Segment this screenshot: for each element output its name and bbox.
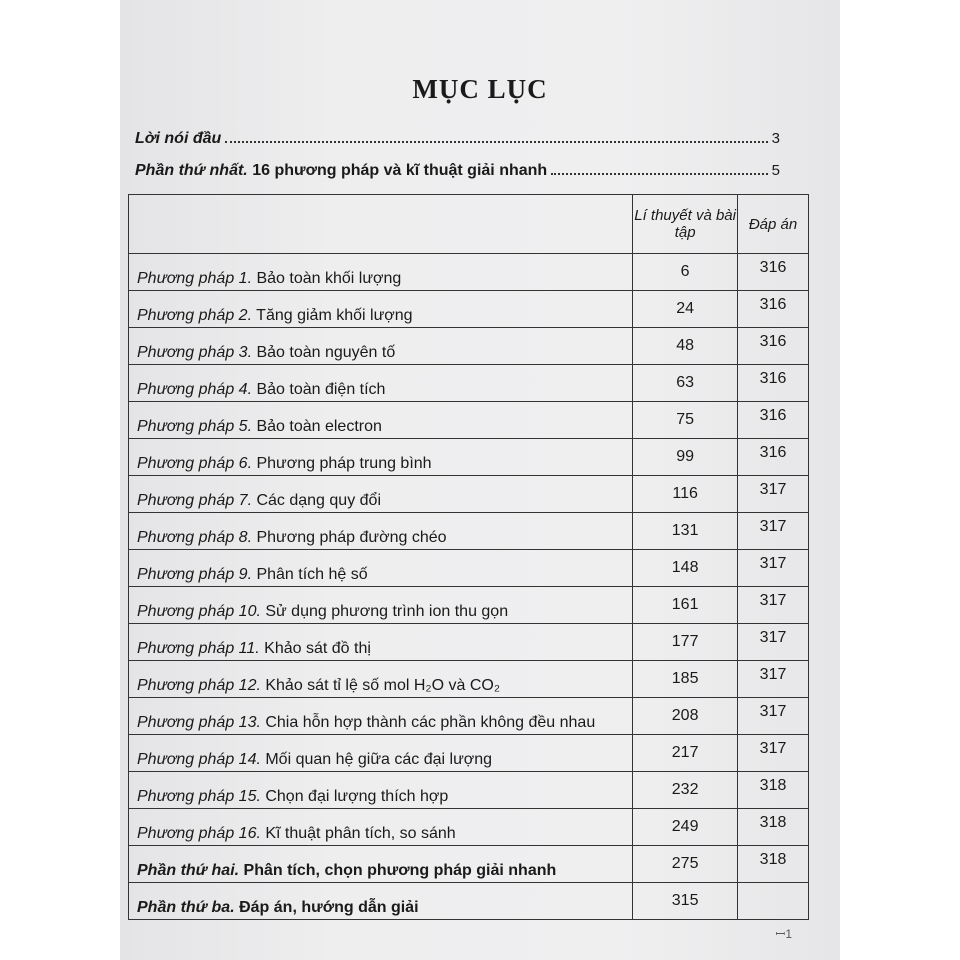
toc-table bbox=[128, 194, 809, 920]
page-corner-mark: ꟷ1 bbox=[775, 927, 792, 941]
row-name: Chọn đại lượng thích hợp bbox=[260, 788, 449, 805]
row-name: Đáp án, hướng dẫn giải bbox=[234, 899, 419, 916]
row-prefix: Phương pháp 8. bbox=[137, 529, 253, 546]
row-name: Phân tích, chọn phương pháp giải nhanh bbox=[239, 862, 557, 879]
row-prefix: Phương pháp 4. bbox=[137, 381, 253, 398]
table-row[interactable] bbox=[129, 439, 809, 476]
row-theory-page: 232 bbox=[633, 772, 738, 809]
row-title bbox=[129, 328, 633, 365]
table-row[interactable] bbox=[129, 254, 809, 291]
header-theory: Lí thuyết và bài tập bbox=[633, 195, 738, 254]
row-prefix: Phương pháp 1. bbox=[137, 270, 253, 287]
row-title bbox=[129, 550, 633, 587]
row-title bbox=[129, 883, 633, 920]
row-theory-page: 48 bbox=[633, 328, 738, 365]
row-prefix: Phương pháp 12. bbox=[137, 677, 261, 694]
row-name: Sử dụng phương trình ion thu gọn bbox=[260, 603, 509, 620]
toc-line-page: 3 bbox=[771, 130, 780, 147]
row-name: Tăng giảm khối lượng bbox=[252, 307, 413, 324]
row-prefix: Phương pháp 15. bbox=[137, 788, 261, 805]
table-header-row bbox=[129, 195, 809, 254]
row-answer-page: 316 bbox=[738, 291, 809, 328]
toc-body bbox=[129, 254, 809, 920]
row-title bbox=[129, 439, 633, 476]
row-theory-page: 217 bbox=[633, 735, 738, 772]
row-answer-page: 318 bbox=[738, 846, 809, 883]
table-row[interactable] bbox=[129, 698, 809, 735]
row-prefix: Phương pháp 16. bbox=[137, 825, 261, 842]
row-title bbox=[129, 846, 633, 883]
table-row[interactable] bbox=[129, 809, 809, 846]
row-answer-page: 317 bbox=[738, 513, 809, 550]
row-answer-page: 317 bbox=[738, 476, 809, 513]
row-answer-page: 316 bbox=[738, 402, 809, 439]
table-row[interactable] bbox=[129, 291, 809, 328]
row-prefix: Phương pháp 7. bbox=[137, 492, 253, 509]
row-title bbox=[129, 772, 633, 809]
row-prefix: Phần thứ ba. bbox=[137, 899, 235, 916]
leader-dots bbox=[551, 173, 767, 175]
row-theory-page: 6 bbox=[633, 254, 738, 291]
table-row[interactable] bbox=[129, 846, 809, 883]
row-prefix: Phương pháp 13. bbox=[137, 714, 261, 731]
toc-line-label: Phần thứ nhất. bbox=[135, 162, 248, 179]
row-answer-page: 317 bbox=[738, 624, 809, 661]
toc-line-page: 5 bbox=[771, 162, 780, 179]
row-answer-page: 316 bbox=[738, 365, 809, 402]
row-prefix: Phương pháp 5. bbox=[137, 418, 253, 435]
row-theory-page: 315 bbox=[633, 883, 738, 920]
table-row[interactable] bbox=[129, 735, 809, 772]
table-row[interactable] bbox=[129, 550, 809, 587]
table-row[interactable] bbox=[129, 402, 809, 439]
table-row[interactable] bbox=[129, 624, 809, 661]
row-answer-page: 316 bbox=[738, 439, 809, 476]
toc-line-part-one[interactable]: Phần thứ nhất. 16 phương pháp và kĩ thuật giải nhanh 5 bbox=[135, 162, 780, 179]
row-name: Phương pháp trung bình bbox=[252, 455, 432, 472]
row-prefix: Phương pháp 2. bbox=[137, 307, 253, 324]
row-title bbox=[129, 254, 633, 291]
row-prefix: Phần thứ hai. bbox=[137, 862, 240, 879]
row-theory-page: 249 bbox=[633, 809, 738, 846]
row-title bbox=[129, 513, 633, 550]
row-name: Khảo sát tỉ lệ số mol H₂O và CO₂ bbox=[260, 677, 501, 694]
row-theory-page: 116 bbox=[633, 476, 738, 513]
row-answer-page: 317 bbox=[738, 698, 809, 735]
table-row[interactable] bbox=[129, 513, 809, 550]
header-empty bbox=[129, 195, 633, 254]
row-answer-page: 316 bbox=[738, 254, 809, 291]
row-name: Bảo toàn nguyên tố bbox=[252, 344, 396, 361]
row-answer-page bbox=[738, 883, 809, 920]
row-name: Mối quan hệ giữa các đại lượng bbox=[260, 751, 493, 768]
row-theory-page: 177 bbox=[633, 624, 738, 661]
table-row[interactable] bbox=[129, 476, 809, 513]
row-name: Kĩ thuật phân tích, so sánh bbox=[260, 825, 456, 842]
row-title bbox=[129, 624, 633, 661]
row-theory-page: 161 bbox=[633, 587, 738, 624]
row-answer-page: 316 bbox=[738, 328, 809, 365]
header-answer: Đáp án bbox=[738, 195, 809, 254]
toc-line-preface[interactable] bbox=[135, 130, 780, 148]
table-row[interactable] bbox=[129, 365, 809, 402]
row-theory-page: 208 bbox=[633, 698, 738, 735]
row-theory-page: 148 bbox=[633, 550, 738, 587]
row-name: Bảo toàn electron bbox=[252, 418, 382, 435]
row-theory-page: 75 bbox=[633, 402, 738, 439]
row-theory-page: 131 bbox=[633, 513, 738, 550]
page-title: MỤC LỤC bbox=[412, 74, 548, 104]
table-row[interactable] bbox=[129, 587, 809, 624]
row-answer-page: 317 bbox=[738, 550, 809, 587]
row-name: Phương pháp đường chéo bbox=[252, 529, 447, 546]
row-prefix: Phương pháp 9. bbox=[137, 566, 253, 583]
row-answer-page: 317 bbox=[738, 587, 809, 624]
leader-dots bbox=[225, 141, 767, 143]
book-page bbox=[120, 0, 840, 960]
table-row[interactable] bbox=[129, 772, 809, 809]
row-name: Phân tích hệ số bbox=[252, 566, 368, 583]
row-theory-page: 99 bbox=[633, 439, 738, 476]
row-name: Bảo toàn khối lượng bbox=[252, 270, 402, 287]
row-prefix: Phương pháp 10. bbox=[137, 603, 261, 620]
row-prefix: Phương pháp 3. bbox=[137, 344, 253, 361]
row-answer-page: 318 bbox=[738, 809, 809, 846]
row-title bbox=[129, 365, 633, 402]
row-answer-page: 317 bbox=[738, 661, 809, 698]
row-prefix: Phương pháp 14. bbox=[137, 751, 261, 768]
table-row[interactable] bbox=[129, 883, 809, 920]
row-name: Bảo toàn điện tích bbox=[252, 381, 386, 398]
row-theory-page: 275 bbox=[633, 846, 738, 883]
row-title bbox=[129, 661, 633, 698]
row-title bbox=[129, 698, 633, 735]
row-title bbox=[129, 402, 633, 439]
row-theory-page: 24 bbox=[633, 291, 738, 328]
row-theory-page: 185 bbox=[633, 661, 738, 698]
row-theory-page: 63 bbox=[633, 365, 738, 402]
table-row[interactable] bbox=[129, 661, 809, 698]
row-answer-page: 318 bbox=[738, 772, 809, 809]
row-prefix: Phương pháp 6. bbox=[137, 455, 253, 472]
row-title bbox=[129, 587, 633, 624]
row-answer-page: 317 bbox=[738, 735, 809, 772]
row-name: Chia hỗn hợp thành các phần không đều nhau bbox=[260, 714, 596, 731]
row-name: Khảo sát đồ thị bbox=[259, 640, 371, 657]
table-row[interactable] bbox=[129, 328, 809, 365]
row-title bbox=[129, 291, 633, 328]
row-title bbox=[129, 809, 633, 846]
toc-line-label: Lời nói đầu bbox=[135, 130, 222, 147]
row-title bbox=[129, 476, 633, 513]
row-prefix: Phương pháp 11. bbox=[137, 640, 260, 657]
row-name: Các dạng quy đổi bbox=[252, 492, 381, 509]
row-title bbox=[129, 735, 633, 772]
